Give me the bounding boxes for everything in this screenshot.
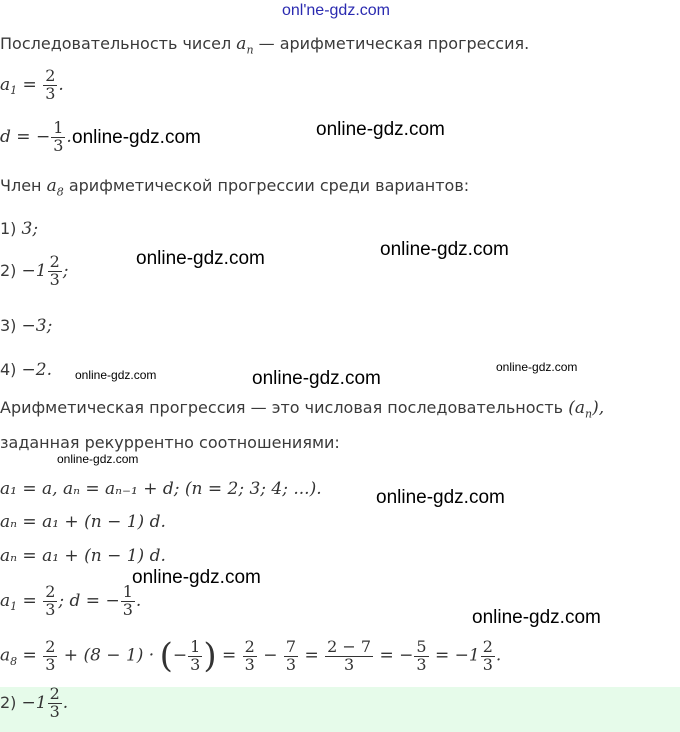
watermark: online-gdz.com — [75, 368, 157, 382]
question-line — [0, 176, 469, 198]
intro-rest: — арифметическая прогрессия. — [258, 34, 530, 53]
option-1: 1) 3; — [0, 219, 39, 239]
fraction: $\frac{7}{3}$ — [285, 636, 297, 674]
option-3: 3) −3; — [0, 316, 53, 336]
formula-general-1: aₙ = a₁ + (n − 1) d. — [0, 512, 166, 532]
definition-line-1: Арифметическая прогрессия — это числовая последовательность $(a_n)$, — [0, 398, 605, 421]
calculation-line: $a_8$ = $\frac{2}{3}$ + (8 − 1) · (− $\frac{1}{3}$ ) = $\frac{2}{3}$ − $\frac{7}{3}$ = $\frac{2 - 7}{3}$ = − $\frac{5}{3}$ = −1 $\frac{2}{3}$ . — [0, 636, 502, 676]
fraction: $\frac{1}{3}$ — [190, 636, 201, 674]
watermark: online-gdz.com — [376, 487, 505, 508]
formula-recurrence: a₁ = a, aₙ = aₙ₋₁ + d; (n = 2; 3; 4; ...). — [0, 479, 322, 499]
intro-var: $a_n$ — [236, 34, 254, 57]
watermark: online-gdz.com — [472, 607, 601, 628]
fraction: $\frac{2}{3}$ — [244, 636, 255, 674]
given-d: d = − $\frac{1}{3}$ . — [0, 118, 72, 155]
fraction: $\frac{1}{3}$ — [122, 582, 133, 619]
answer-line: 2) −1 $\frac{2}{3}$ . — [0, 684, 69, 721]
formula-general-2: aₙ = a₁ + (n − 1) d. — [0, 546, 166, 566]
given-a1: $a_1$ = $\frac{2}{3}$ . — [0, 66, 64, 103]
fraction: $\frac{2}{3}$ — [45, 582, 56, 619]
fraction: $\frac{2}{3}$ — [45, 636, 56, 674]
fraction: $\frac{5}{3}$ — [416, 636, 427, 674]
watermark: online-gdz.com — [136, 248, 265, 269]
intro-text: Последовательность чисел — [0, 34, 232, 53]
definition-line-2: заданная рекуррентно соотношениями: — [0, 433, 340, 452]
option-2: 2) −1 $\frac{2}{3}$ ; — [0, 252, 69, 289]
question-var: $a_8$ — [46, 176, 64, 199]
watermark: online-gdz.com — [57, 452, 139, 466]
watermark: online-gdz.com — [496, 360, 578, 374]
fraction: $\frac{2}{3}$ — [49, 684, 60, 721]
substitution-line: $a_1$ = $\frac{2}{3}$ ; d = − $\frac{1}{3}$ . — [0, 582, 142, 619]
watermark-top: onl'ne-gdz.com — [282, 2, 390, 19]
watermark: online-gdz.com — [252, 368, 381, 389]
watermark: online-gdz.com — [72, 127, 201, 148]
fraction: $\frac{2}{3}$ — [482, 636, 493, 674]
fraction: $\frac{2}{3}$ — [45, 66, 56, 103]
fraction: $\frac{2 - 7}{3}$ — [327, 636, 372, 674]
intro-line — [0, 34, 529, 56]
fraction: $\frac{2}{3}$ — [49, 252, 60, 289]
question-text: Член — [0, 176, 42, 195]
option-4: 4) −2. — [0, 360, 52, 380]
watermark: online-gdz.com — [316, 119, 445, 140]
question-rest: арифметической прогрессии среди вариантов: — [68, 176, 470, 195]
fraction: $\frac{1}{3}$ — [53, 118, 64, 155]
watermark: online-gdz.com — [380, 239, 509, 260]
answer-highlight — [0, 684, 680, 732]
watermark: online-gdz.com — [132, 567, 261, 588]
